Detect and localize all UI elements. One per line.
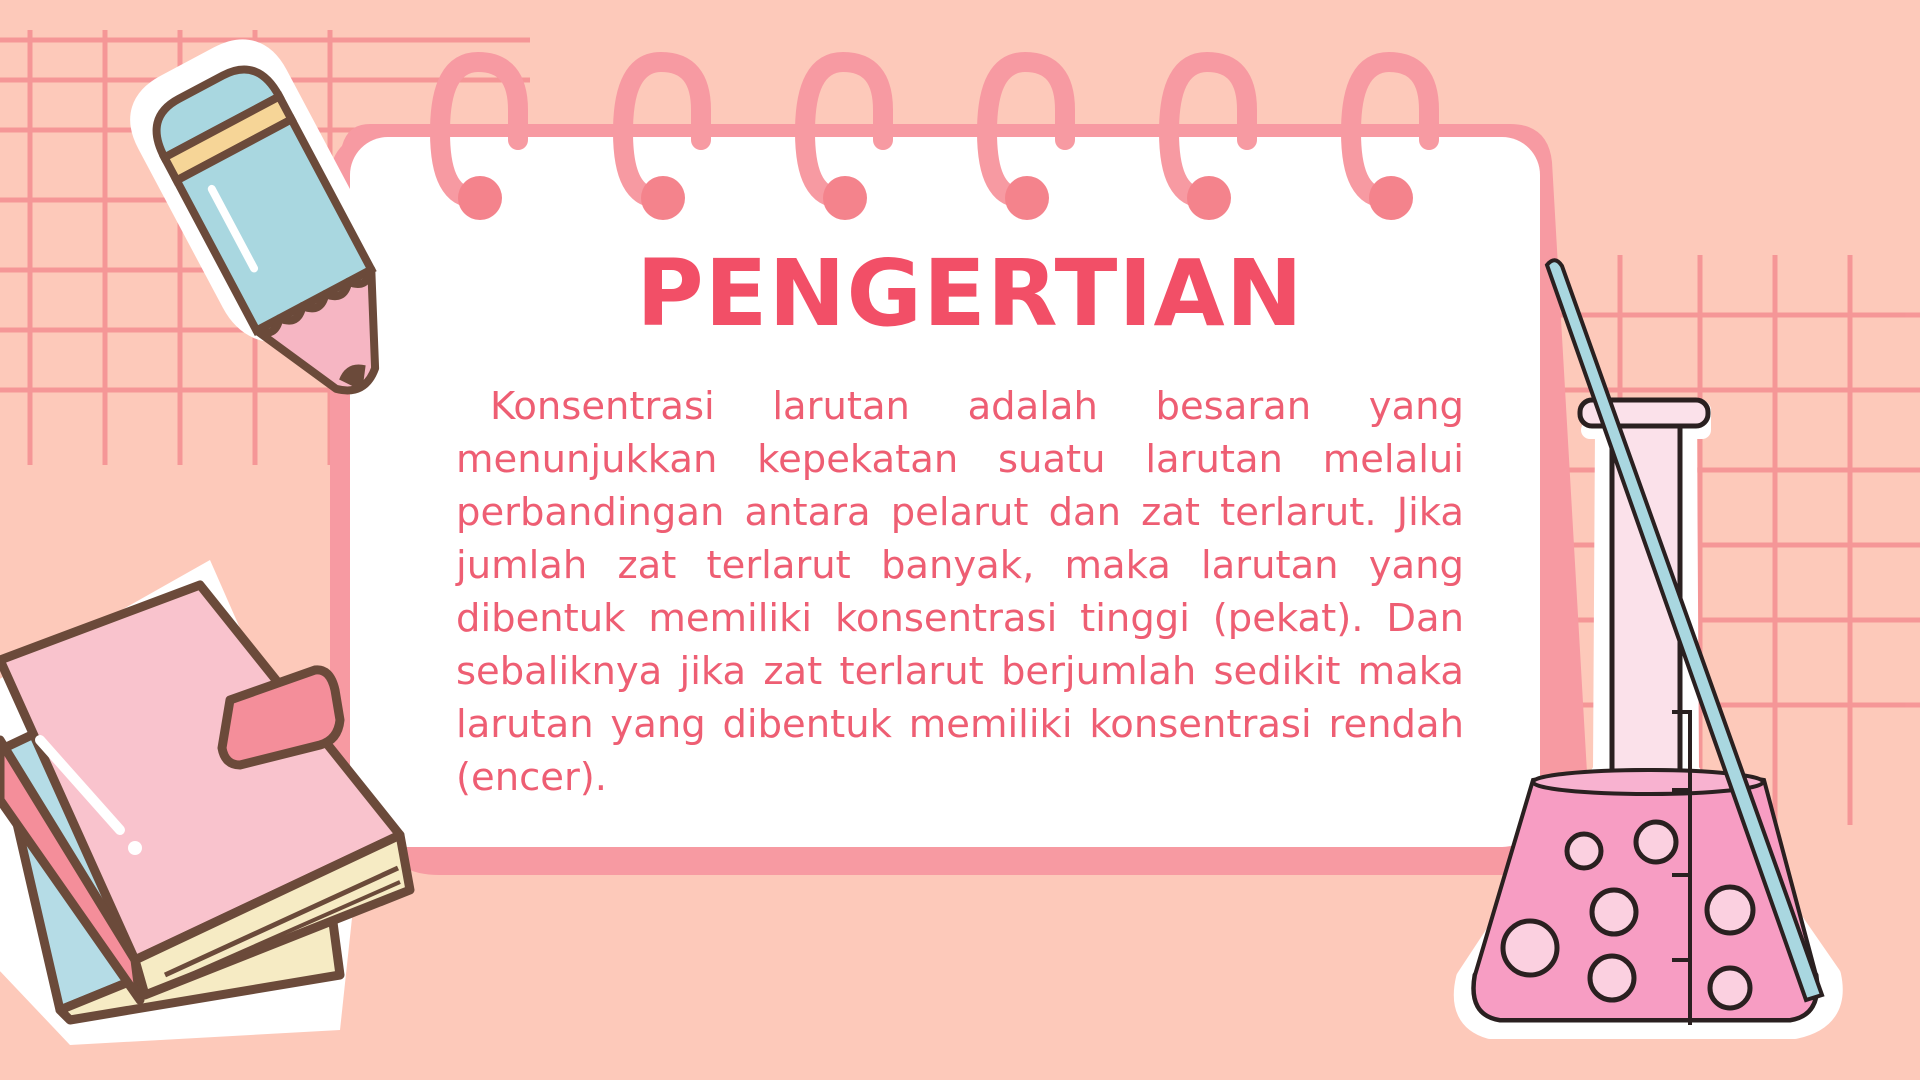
- definition-paragraph: Konsentrasi larutan adalah besaran yang menunjukkan kepekatan suatu larutan melalui perbandingan antara pelarut dan zat terlarut. Jika jumlah zat terlarut banyak, maka larutan yang dibentuk memiliki konsentrasi tinggi (pekat). Dan sebaliknya jika zat terlarut berjumlah sedikit maka larutan yang dibentuk memiliki konsentrasi rendah (encer).: [456, 384, 1464, 800]
- slide-title: PENGERTIAN: [636, 240, 1304, 347]
